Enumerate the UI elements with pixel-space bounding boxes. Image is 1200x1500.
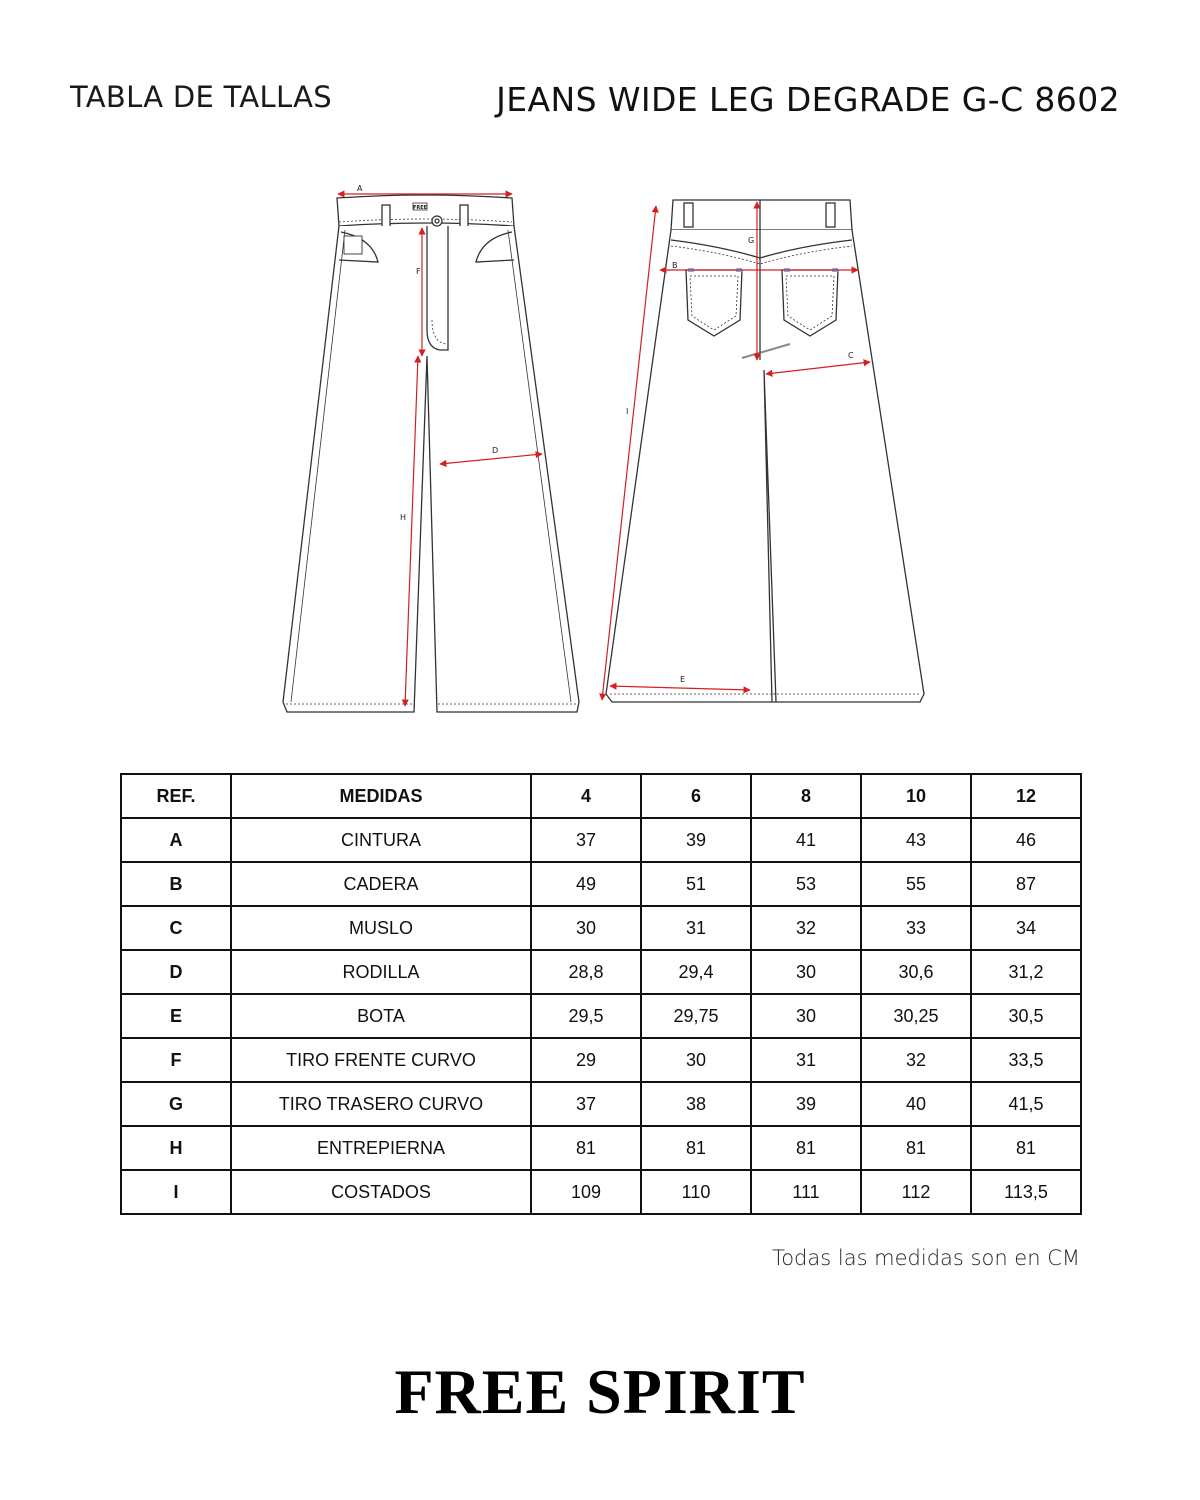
cell-value: 39	[751, 1082, 861, 1126]
label-f: F	[416, 267, 421, 276]
row-measure: RODILLA	[231, 950, 531, 994]
cell-value: 81	[531, 1126, 641, 1170]
table-row	[121, 906, 1081, 950]
header-size-4: 4	[531, 774, 641, 818]
row-ref: F	[121, 1038, 231, 1082]
cell-value: 31	[641, 906, 751, 950]
cell-value: 39	[641, 818, 751, 862]
size-chart-title: TABLA DE TALLAS	[70, 80, 332, 114]
row-measure: COSTADOS	[231, 1170, 531, 1214]
cell-value: 30	[531, 906, 641, 950]
label-d: D	[492, 446, 499, 455]
cell-value: 55	[861, 862, 971, 906]
cell-value: 32	[751, 906, 861, 950]
row-ref: I	[121, 1170, 231, 1214]
cell-value: 29,5	[531, 994, 641, 1038]
cell-value: 34	[971, 906, 1081, 950]
row-ref: G	[121, 1082, 231, 1126]
cell-value: 30,25	[861, 994, 971, 1038]
cell-value: 111	[751, 1170, 861, 1214]
label-i: I	[626, 407, 629, 416]
cell-value: 30,5	[971, 994, 1081, 1038]
table-row	[121, 862, 1081, 906]
label-e: E	[680, 675, 686, 684]
cell-value: 30	[751, 950, 861, 994]
cell-value: 31	[751, 1038, 861, 1082]
cell-value: 109	[531, 1170, 641, 1214]
cell-value: 37	[531, 818, 641, 862]
header-size-6: 6	[641, 774, 751, 818]
table-row	[121, 994, 1081, 1038]
cell-value: 32	[861, 1038, 971, 1082]
cell-value: 29	[531, 1038, 641, 1082]
table-row	[121, 1082, 1081, 1126]
cell-value: 31,2	[971, 950, 1081, 994]
header-size-8: 8	[751, 774, 861, 818]
table-row	[121, 1170, 1081, 1214]
cell-value: 81	[641, 1126, 751, 1170]
waistband-tag: FREE	[412, 205, 428, 211]
row-measure: MUSLO	[231, 906, 531, 950]
label-a: A	[357, 184, 363, 193]
cell-value: 43	[861, 818, 971, 862]
cell-value: 38	[641, 1082, 751, 1126]
header-size-10: 10	[861, 774, 971, 818]
cell-value: 30,6	[861, 950, 971, 994]
table-row	[121, 1126, 1081, 1170]
cell-value: 29,75	[641, 994, 751, 1038]
cell-value: 110	[641, 1170, 751, 1214]
cell-value: 30	[641, 1038, 751, 1082]
row-measure: TIRO FRENTE CURVO	[231, 1038, 531, 1082]
table-row	[121, 1038, 1081, 1082]
header-medidas: MEDIDAS	[231, 774, 531, 818]
units-note: Todas las medidas son en CM	[771, 1246, 1080, 1270]
row-measure: ENTREPIERNA	[231, 1126, 531, 1170]
jeans-measurement-diagram	[270, 180, 940, 720]
cell-value: 33,5	[971, 1038, 1081, 1082]
size-table	[120, 773, 1082, 1215]
row-measure: CADERA	[231, 862, 531, 906]
cell-value: 81	[971, 1126, 1081, 1170]
label-g: G	[748, 236, 755, 245]
cell-value: 30	[751, 994, 861, 1038]
cell-value: 87	[971, 862, 1081, 906]
label-h: H	[400, 513, 407, 522]
cell-value: 81	[861, 1126, 971, 1170]
table-header-row	[121, 774, 1081, 818]
row-ref: E	[121, 994, 231, 1038]
cell-value: 46	[971, 818, 1081, 862]
row-measure: BOTA	[231, 994, 531, 1038]
cell-value: 53	[751, 862, 861, 906]
label-b: B	[672, 261, 678, 270]
row-measure: TIRO TRASERO CURVO	[231, 1082, 531, 1126]
brand-logo: FREE SPIRIT	[394, 1356, 806, 1427]
row-ref: H	[121, 1126, 231, 1170]
row-ref: B	[121, 862, 231, 906]
cell-value: 40	[861, 1082, 971, 1126]
row-measure: CINTURA	[231, 818, 531, 862]
row-ref: D	[121, 950, 231, 994]
front-view	[283, 195, 579, 712]
cell-value: 81	[751, 1126, 861, 1170]
cell-value: 29,4	[641, 950, 751, 994]
cell-value: 113,5	[971, 1170, 1081, 1214]
cell-value: 37	[531, 1082, 641, 1126]
header-ref: REF.	[121, 774, 231, 818]
table-row	[121, 818, 1081, 862]
cell-value: 112	[861, 1170, 971, 1214]
cell-value: 51	[641, 862, 751, 906]
product-title: JEANS WIDE LEG DEGRADE G-C 8602	[496, 80, 1120, 119]
label-c: C	[848, 351, 854, 360]
row-ref: C	[121, 906, 231, 950]
cell-value: 33	[861, 906, 971, 950]
back-view	[606, 200, 924, 702]
cell-value: 41	[751, 818, 861, 862]
cell-value: 49	[531, 862, 641, 906]
cell-value: 41,5	[971, 1082, 1081, 1126]
row-ref: A	[121, 818, 231, 862]
cell-value: 28,8	[531, 950, 641, 994]
table-row	[121, 950, 1081, 994]
header-size-12: 12	[971, 774, 1081, 818]
